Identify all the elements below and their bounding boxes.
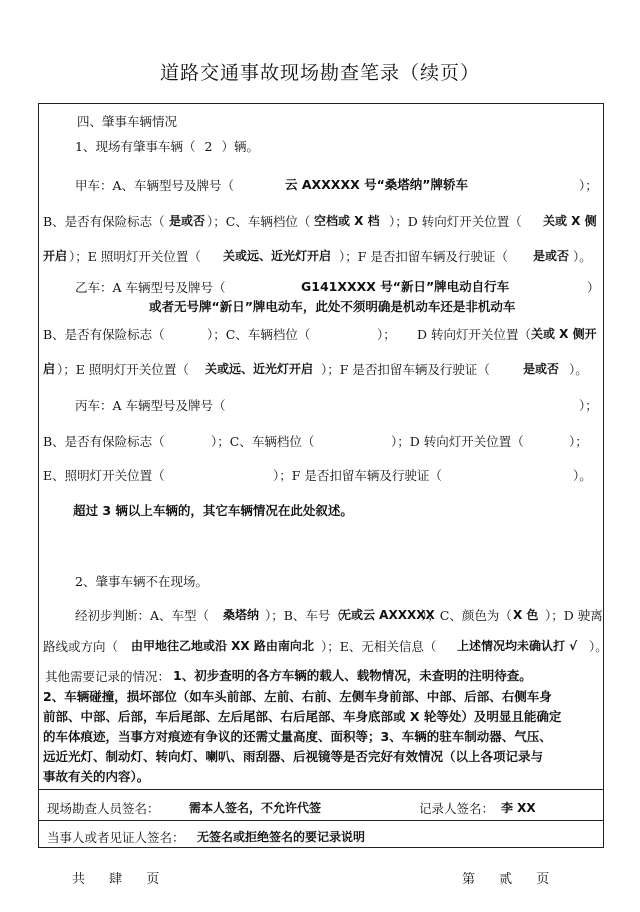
over-three-note: 超过 3 辆以上车辆的，其它车辆情况在此处叙述。 [73, 503, 353, 518]
car-c-light-label: E、照明灯开关位置（ [43, 468, 165, 483]
car-a-detain-value: 是或否 [533, 249, 570, 263]
car-a-turn-value: 关或 X 侧 [543, 214, 597, 228]
car-c-detain-end: ）。 [573, 468, 592, 483]
car-a-insurance-label: B、是否有保险标志（ [43, 214, 165, 229]
divider [39, 789, 603, 790]
other-line-2: 2、车辆碰撞，损坏部位（如车头前部、左前、右前、左侧车身前部、中部、后部、右侧车身 [43, 689, 552, 704]
page-title: 道路交通事故现场勘查笔录（续页） [159, 62, 480, 84]
absent-info-label: ）；E、无相关信息（ [321, 639, 437, 654]
divider [39, 820, 603, 821]
car-a-gear-label: ）；C、车辆档位（ [207, 214, 311, 229]
car-b-model-label: 乙车：A 车辆型号及牌号（ [75, 280, 226, 295]
absent-model-value: 桑塔纳 [223, 608, 260, 622]
car-b-detain-label: ）；F 是否扣留车辆及行驶证（ [321, 362, 490, 377]
section-heading: 四、肇事车辆情况 [77, 114, 178, 129]
absent-plate-label: ）；B、车号（ [265, 608, 343, 623]
other-line-5: 远近光灯、制动灯、转向灯、喇叭、雨刮器、后视镜等是否完好有效情况（以上各项记录与 [43, 749, 544, 764]
absent-route-label: 路线或方向（ [43, 639, 119, 654]
car-b-model-end: ） [587, 280, 600, 295]
other-line-4: 的车体痕迹，当事方对痕迹有争议的还需丈量高度、面积等；3、车辆的驻车制动器、气压、 [43, 729, 552, 744]
car-b-turn-value-cont: 启 [43, 362, 56, 376]
car-c-gear-label: ）；C、车辆档位（ [211, 434, 315, 449]
other-line-6: 事故有关的内容）。 [43, 769, 150, 784]
car-b-gear-end: ）； [377, 327, 396, 342]
car-b-model-value: G141XXXX 号“新日”牌电动自行车 [301, 279, 510, 294]
car-a-light-value: 关或远、近光灯开启 [223, 249, 332, 263]
car-c-turn-end: ）； [569, 434, 588, 449]
car-b-gear-label: ）；C、车辆档位（ [207, 327, 311, 342]
recorder-signature-label: 记录人签名： [419, 801, 495, 816]
car-a-gear-value: 空档或 X 档 [314, 214, 380, 228]
car-b-light-value: 关或远、近光灯开启 [205, 362, 314, 376]
car-b-note: 或者无号牌“新日”牌电动车，此处不须明确是机动车还是非机动车 [149, 299, 516, 314]
car-a-turn-value-cont: 开启 [43, 249, 68, 263]
other-line-3: 前部、中部、后部，车后尾部、左后尾部、右后尾部、车身底部或 X 轮等处）及明显且能确定 [43, 709, 562, 724]
absent-info-value: 上述情况均未确认打 √ [457, 639, 578, 653]
inspector-signature-label: 现场勘查人员签名： [47, 801, 160, 816]
absent-info-end: ）。 [589, 639, 608, 654]
absent-color-value: X 色 [513, 608, 539, 622]
car-c-turn-label: ）；D 转向灯开关位置（ [391, 434, 524, 449]
total-pages: 共 肆 页 [72, 872, 170, 887]
absent-model-label: 经初步判断：A、车型（ [75, 608, 210, 623]
car-b-insurance-label: B、是否有保险标志（ [43, 327, 165, 342]
absent-route-label-a: ）；D 驶离 [545, 608, 603, 623]
car-c-model-end: ）； [579, 398, 598, 413]
car-a-turn-label: ）；D 转向灯开关位置（ [389, 214, 522, 229]
car-a-insurance-value: 是或否 [169, 214, 206, 228]
car-b-detain-value: 是或否 [523, 362, 560, 376]
absent-route-value: 由甲地往乙地或沿 XX 路由南向北 [131, 639, 314, 653]
car-a-model-label: 甲车：A、车辆型号及牌号（ [75, 178, 235, 193]
car-c-detain-label: ）；F 是否扣留车辆及行驶证（ [273, 468, 442, 483]
inspector-signature-value: 需本人签名，不允许代签 [189, 801, 322, 815]
record-form [38, 103, 608, 848]
absent-plate-value: 无或云 AXXXXX [339, 608, 435, 622]
car-a-detain-end: ）。 [573, 249, 592, 264]
recorder-signature-value: 李 XX [501, 801, 536, 815]
other-label: 其他需要记录的情况： [45, 669, 171, 684]
absent-heading: 2、肇事车辆不在现场。 [75, 574, 208, 589]
car-c-model-label: 丙车：A 车辆型号及牌号（ [75, 398, 226, 413]
car-a-model-value: 云 AXXXXX 号“桑塔纳”牌轿车 [285, 177, 468, 192]
page-number: 第 贰 页 [462, 872, 560, 887]
party-signature-label: 当事人或者见证人签名： [47, 830, 185, 845]
car-a-light-label: ）；E 照明灯开关位置（ [69, 249, 201, 264]
car-b-detain-end: ）。 [569, 362, 588, 377]
car-b-light-label: ）；E 照明灯开关位置（ [57, 362, 189, 377]
vehicle-count: 2 [204, 139, 213, 154]
absent-color-label: ）；C、颜色为（ [421, 608, 512, 623]
car-b-turn-label: D 转向灯开关位置（ [417, 327, 531, 342]
car-a-detain-label: ）；F 是否扣留车辆及行驶证（ [339, 249, 508, 264]
car-a-model-end: ）； [579, 178, 598, 193]
car-c-insurance-label: B、是否有保险标志（ [43, 434, 165, 449]
party-signature-value: 无签名或拒绝签名的要记录说明 [197, 830, 366, 844]
other-line-1: 1、初步查明的各方车辆的载人、载物情况，未查明的注明待查。 [173, 668, 532, 683]
car-b-turn-value: 关或 X 侧开 [531, 327, 597, 341]
vehicle-count-line: 1、现场有肇事车辆（ 2 ）辆。 [75, 139, 259, 154]
